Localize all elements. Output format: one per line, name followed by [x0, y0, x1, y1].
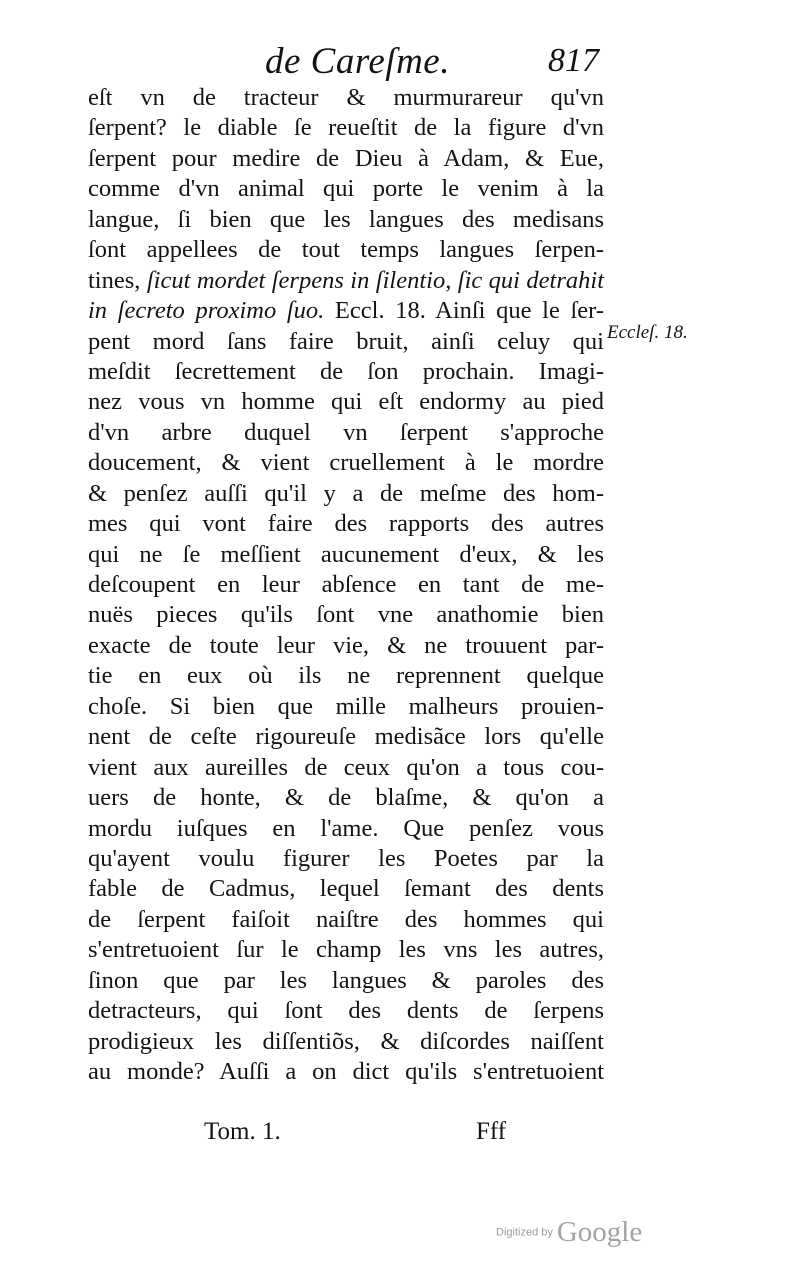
line-text: langue, ſi bien que les langues des medisans [88, 205, 604, 233]
text-line [88, 357, 604, 387]
text-line [88, 661, 604, 691]
line-text: nent de ceſte rigoureuſe medisãce lors qu'elle [88, 723, 604, 751]
text-line [88, 479, 604, 509]
line-text: qui ne ſe meſſient aucunement d'eux, & les [88, 540, 604, 568]
text-line [88, 327, 604, 357]
line-text: deſcoupent en leur abſence en tant de me- [88, 571, 604, 598]
text-line [88, 722, 604, 752]
text-line [88, 996, 604, 1026]
text-line [88, 600, 604, 630]
text-line [88, 205, 604, 235]
line-text: tie en eux où ils ne reprennent quelque [88, 662, 604, 690]
page-number: 817 [548, 42, 599, 79]
watermark-prefix: Digitized by [496, 1226, 553, 1239]
line-text: comme d'vn animal qui porte le venim à la [88, 175, 604, 203]
text-line [88, 235, 604, 265]
line-text: pent mord ſans faire bruit, ainſi celuy qui [88, 327, 604, 355]
line-text: tines, [88, 266, 147, 294]
text-line [88, 570, 604, 600]
gathering-mark: Fff [476, 1118, 507, 1145]
line-text: ſerpent pour medire de Dieu à Adam, & Eue, [88, 144, 604, 172]
line-text: choſe. Si bien que mille malheurs prouien- [88, 692, 604, 720]
line-text: ſinon que par les langues & paroles des [88, 966, 604, 994]
line-text: uers de honte, & de blaſme, & qu'on a [88, 784, 604, 812]
line-text: doucement, & vient cruellement à le mordre [88, 449, 604, 477]
text-line [88, 905, 604, 935]
text-line [88, 1027, 604, 1057]
line-text: s'entretuoient ſur le champ les vns les autres, [88, 936, 604, 964]
google-watermark [496, 1216, 642, 1249]
line-text: mes qui vont faire des rapports des autres [88, 510, 604, 538]
line-text: ſerpent? le diable ſe reueſtit de la figure d'vn [88, 114, 604, 142]
text-line [88, 266, 604, 296]
text-line [88, 174, 604, 204]
line-text: qu'ayent voulu figurer les Poetes par la [88, 844, 604, 872]
line-text: d'vn arbre duquel vn ſerpent s'approche [88, 418, 604, 446]
line-text: ſont appellees de tout temps langues ſerpen- [88, 236, 604, 264]
text-line [88, 753, 604, 783]
line-text: eſt vn de tracteur & murmurareur qu'vn [88, 84, 604, 111]
text-line [88, 844, 604, 874]
line-text: prodigieux les diſſentiõs, & diſcordes naiſſent [88, 1027, 604, 1055]
text-line [88, 418, 604, 448]
line-text: detracteurs, qui ſont des dents de ſerpens [88, 997, 604, 1025]
watermark-brand: Google [556, 1216, 643, 1248]
body-text [88, 83, 604, 1087]
line-text: vient aux aureilles de ceux qu'on a tous cou- [88, 753, 604, 781]
text-line [88, 540, 604, 570]
line-text: meſdit ſecrettement de ſon prochain. Imagi- [88, 357, 604, 385]
line-text: de ſerpent faiſoit naiſtre des hommes qui [88, 905, 604, 933]
text-line [88, 83, 604, 113]
text-line [88, 448, 604, 478]
line-text: au monde? Auſſi a on dict qu'ils s'entretuoient [88, 1058, 604, 1085]
line-text: Eccl. 18. Ainſi que le ſer- [324, 297, 604, 325]
text-line [88, 509, 604, 539]
signature-mark: Tom. 1. [204, 1118, 281, 1145]
text-line [88, 144, 604, 174]
text-line [88, 814, 604, 844]
line-text: & penſez auſſi qu'il y a de meſme des hom- [88, 479, 604, 507]
running-title: de Careſme. [265, 41, 450, 82]
text-line [88, 692, 604, 722]
line-text: nuës pieces qu'ils ſont vne anathomie bien [88, 601, 604, 629]
line-text: exacte de toute leur vie, & ne trouuent par- [88, 631, 604, 659]
text-line [88, 631, 604, 661]
text-line [88, 966, 604, 996]
italic-quote: ſicut mordet ſerpens in ſilentio, ſic qui detrahit [146, 266, 604, 294]
text-line [88, 296, 604, 326]
text-line [88, 935, 604, 965]
margin-note: Eccleſ. 18. [607, 322, 688, 343]
text-line [88, 1057, 604, 1087]
text-line [88, 874, 604, 904]
line-text: fable de Cadmus, lequel ſemant des dents [88, 875, 604, 903]
text-line [88, 783, 604, 813]
line-text: mordu iuſques en l'ame. Que penſez vous [88, 814, 604, 842]
line-text: nez vous vn homme qui eſt endormy au pied [88, 388, 604, 416]
text-line [88, 387, 604, 417]
text-line [88, 113, 604, 143]
italic-quote: in ſecreto proximo ſuo. [88, 297, 325, 325]
